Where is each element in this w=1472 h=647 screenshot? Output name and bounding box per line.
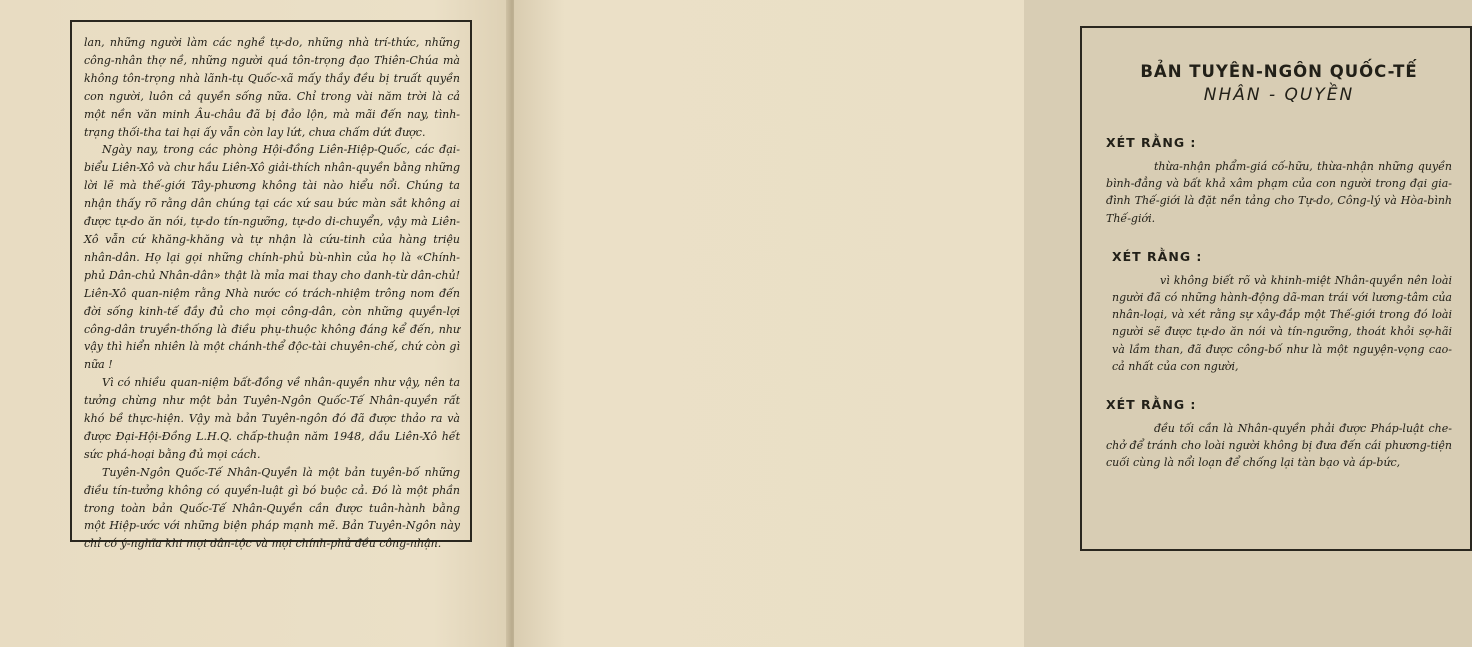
clause-1-heading: XÉT RẰNG : [1106, 135, 1197, 150]
left-paragraph-4: Tuyên-Ngôn Quốc-Tế Nhân-Quyền là một bản tuyên-bố những điều tín-tưởng không có quyền-luật gì bó buộc cả. Đó là một phần trong toàn bản Quốc-Tế Nhân-Quyền cần được tuân-hành bằng một Hiệp-ước với những biện pháp mạnh mẽ. Bản Tuyên-Ngôn này chỉ có ý-nghĩa khi mọi dân-tộc và mọi chính-phủ đều công-nhận. [84, 465, 460, 551]
left-page [0, 0, 510, 647]
clause-2-heading: XÉT RẰNG : [1112, 248, 1203, 264]
left-paragraph-2: Ngày nay, trong các phòng Hội-đồng Liên-Hiệp-Quốc, các đại-biểu Liên-Xô và chư hầu Liên-Xô giải-thích nhân-quyền bằng những lời lẽ mà thế-giới Tây-phương không tài nào hiểu nổi. Chúng ta nhận thấy rõ rằng dân chúng tại các xứ sau bức màn sắt không ai được tự-do ăn nói, tự-do tín-ngưỡng, tự-do di-chuyển, vậy mà Liên-Xô vẫn cứ khăng-khăng và tự nhận là cứu-tinh của hàng triệu nhân-dân. Họ lại gọi những chính-phủ bù-nhìn của họ là «Chính-phủ Dân-chủ Nhân-dân» thật là mỉa mai thay cho danh-từ dân-chủ! Liên-Xô quan-niệm rằng Nhà nước có trách-nhiệm trông nom đến đời sống kinh-tế đầy đủ cho mọi công-dân, còn những quyền-lợi công-dân truyền-thống là điều phụ-thuộc không đáng kể đến, như vậy thì hiển nhiên là một chánh-thể độc-tài chuyên-chế, chứ còn gì nữa ! [84, 143, 460, 372]
left-text-frame [70, 20, 472, 551]
left-body-text [84, 34, 460, 553]
right-text-frame [1080, 26, 1472, 551]
clause-3-text: đều tối cần là Nhân-quyền phải được Pháp-luật che-chở để tránh cho loài người không bị đưa đến cái phương-tiện cuối cùng là nổi loạn để chống lại tàn bạo và áp-bức, [1106, 422, 1452, 470]
clause-1-text: thừa-nhận phẩm-giá cố-hữu, thừa-nhận những quyền bình-đẳng và bất khả xâm phạm của con người trong đại gia-đình Thế-giới là đặt nền tảng cho Tự-do, Công-lý và Hòa-bình Thế-giới. [1106, 160, 1452, 225]
declaration-subtitle: NHÂN - QUYỀN [1203, 85, 1355, 105]
clause-3-heading: XÉT RẰNG : [1106, 397, 1197, 413]
right-page [514, 0, 1452, 647]
left-paragraph-3: Vì có nhiều quan-niệm bất-đồng về nhân-quyền như vậy, nên ta tưởng chừng như một bản Tuyên-Ngôn Quốc-Tế Nhân-quyền rất khó bề thực-hiện. Vậy mà bản Tuyên-ngôn đó đã được thảo ra và được Đại-Hội-Đồng L.H.Q. chấp-thuận năm 1948, dầu Liên-Xô hết sức phá-hoại bằng đủ mọi cách. [84, 376, 460, 461]
clause-2 [1112, 249, 1452, 375]
clause-1 [1106, 135, 1452, 227]
left-paragraph-1: lan, những người làm các nghề tự-do, những nhà trí-thức, những công-nhân thợ nề, những người quá tôn-trọng đạo Thiên-Chúa mà không tôn-trọng nhà lãnh-tụ Quốc-xã mấy thầy đều bị truất quyền con người, luôn cả quyền sống nữa. Chỉ trong vài năm trời là cả một nền văn minh Âu-châu đã bị đảo lộn, mà mãi đến nay, tình-trạng thối-tha tai hại ấy vẫn còn lay lứt, chưa chấm dứt được. [84, 36, 460, 139]
declaration-title: BẢN TUYÊN-NGÔN QUỐC-TẾ [1140, 62, 1418, 81]
clause-3 [1106, 397, 1452, 472]
clause-2-text: vì không biết rõ và khinh-miệt Nhân-quyền nên loài người đã có những hành-động dã-man trái với lương-tâm của nhân-loại, và xét rằng sự xây-đắp một Thế-giới trong đó loài người sẽ được tự-do ăn nói và tín-ngưỡng, thoát khỏi sợ-hãi và lầm than, đã được công-bố như là một nguyện-vọng cao-cả nhất của con người, [1112, 273, 1452, 373]
